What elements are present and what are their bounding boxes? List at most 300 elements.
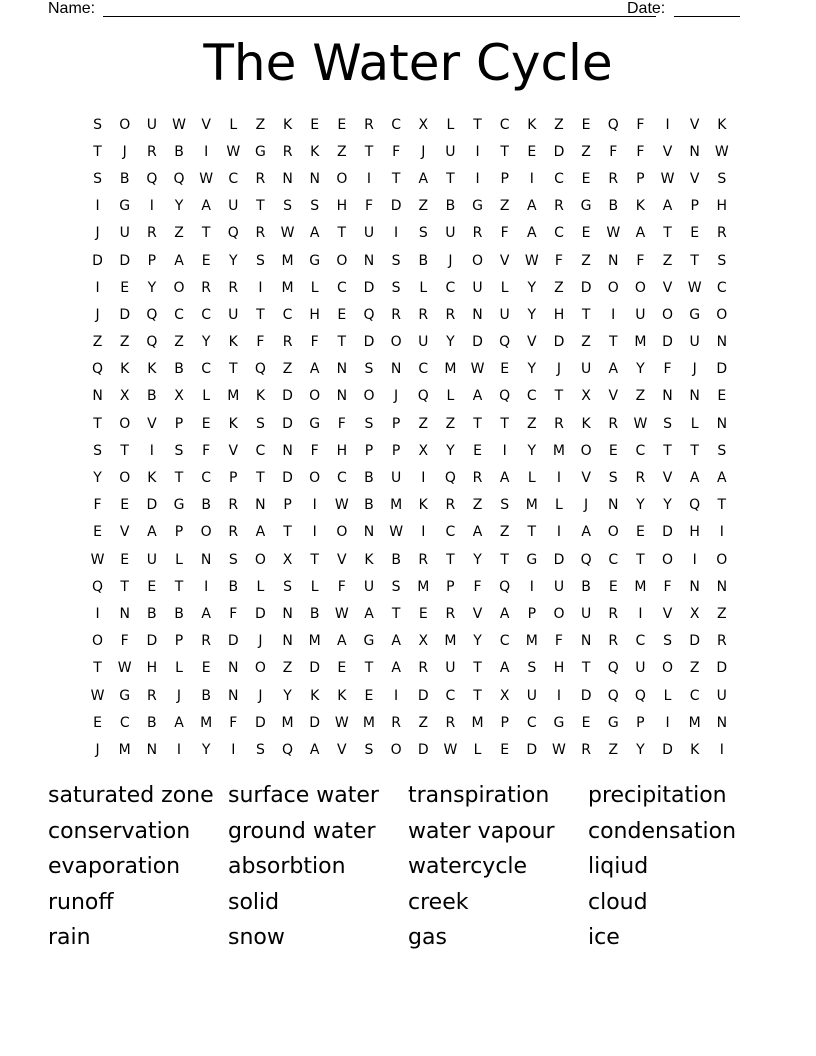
grid-letter[interactable]: I bbox=[556, 687, 562, 704]
grid-letter[interactable]: L bbox=[473, 741, 482, 758]
grid-letter[interactable]: A bbox=[527, 225, 537, 242]
grid-letter[interactable]: C bbox=[445, 524, 456, 541]
grid-letter[interactable]: T bbox=[174, 470, 184, 487]
grid-letter[interactable]: D bbox=[255, 714, 266, 731]
grid-letter[interactable]: K bbox=[120, 361, 130, 378]
grid-letter[interactable]: C bbox=[445, 687, 456, 704]
grid-letter[interactable]: M bbox=[308, 633, 321, 650]
grid-letter[interactable]: I bbox=[258, 279, 263, 296]
grid-letter[interactable]: Y bbox=[527, 442, 537, 459]
grid-letter[interactable]: B bbox=[147, 714, 157, 731]
grid-letter[interactable]: L bbox=[175, 551, 183, 568]
grid-letter[interactable]: E bbox=[120, 497, 130, 514]
grid-letter[interactable]: Y bbox=[93, 470, 102, 487]
grid-letter[interactable]: C bbox=[282, 306, 293, 323]
grid-letter[interactable]: A bbox=[499, 605, 510, 622]
grid-letter[interactable]: F bbox=[663, 361, 672, 378]
grid-letter[interactable]: H bbox=[553, 660, 565, 677]
grid-letter[interactable]: E bbox=[527, 143, 537, 160]
grid-letter[interactable]: C bbox=[689, 687, 700, 704]
grid-letter[interactable]: J bbox=[122, 143, 127, 160]
grid-letter[interactable]: D bbox=[146, 633, 158, 650]
grid-letter[interactable]: R bbox=[635, 470, 646, 487]
grid-letter[interactable]: V bbox=[499, 252, 510, 269]
date-field-line[interactable] bbox=[674, 16, 740, 17]
grid-letter[interactable]: I bbox=[475, 143, 480, 160]
grid-letter[interactable]: S bbox=[364, 741, 374, 758]
grid-letter[interactable]: D bbox=[662, 741, 673, 758]
grid-letter[interactable]: O bbox=[336, 252, 348, 269]
grid-letter[interactable]: Y bbox=[636, 497, 645, 514]
grid-letter[interactable]: E bbox=[581, 170, 591, 187]
grid-letter[interactable]: B bbox=[228, 578, 239, 595]
grid-letter[interactable]: U bbox=[580, 361, 592, 378]
grid-letter[interactable]: B bbox=[201, 497, 211, 514]
grid-letter[interactable]: L bbox=[256, 578, 265, 595]
grid-letter[interactable]: L bbox=[175, 660, 183, 677]
grid-letter[interactable]: R bbox=[716, 633, 727, 650]
grid-letter[interactable]: G bbox=[173, 497, 185, 514]
grid-letter[interactable]: K bbox=[581, 415, 591, 432]
grid-letter[interactable]: E bbox=[717, 388, 727, 405]
grid-letter[interactable]: I bbox=[394, 225, 399, 242]
grid-letter[interactable]: D bbox=[363, 279, 375, 296]
grid-letter[interactable]: U bbox=[363, 578, 375, 595]
grid-letter[interactable]: Q bbox=[607, 116, 619, 133]
grid-letter[interactable]: X bbox=[174, 388, 184, 405]
grid-letter[interactable]: R bbox=[581, 741, 591, 758]
grid-letter[interactable]: H bbox=[146, 660, 158, 677]
grid-letter[interactable]: S bbox=[608, 470, 618, 487]
grid-letter[interactable]: N bbox=[282, 442, 293, 459]
grid-letter[interactable]: Q bbox=[689, 497, 701, 514]
grid-letter[interactable]: A bbox=[662, 198, 673, 215]
grid-letter[interactable]: W bbox=[714, 143, 729, 160]
grid-letter[interactable]: K bbox=[282, 116, 293, 133]
grid-letter[interactable]: Z bbox=[635, 388, 646, 405]
grid-letter[interactable]: U bbox=[635, 660, 646, 677]
grid-letter[interactable]: R bbox=[418, 306, 429, 323]
grid-letter[interactable]: C bbox=[255, 442, 266, 459]
grid-letter[interactable]: L bbox=[663, 687, 672, 704]
grid-letter[interactable]: Q bbox=[580, 551, 592, 568]
grid-letter[interactable]: V bbox=[337, 551, 347, 568]
grid-letter[interactable]: D bbox=[417, 687, 429, 704]
grid-letter[interactable]: Q bbox=[92, 578, 104, 595]
grid-letter[interactable]: A bbox=[337, 633, 347, 650]
grid-letter[interactable]: J bbox=[258, 633, 263, 650]
grid-letter[interactable]: T bbox=[256, 470, 265, 487]
grid-letter[interactable]: D bbox=[553, 551, 565, 568]
grid-letter[interactable]: I bbox=[529, 578, 534, 595]
grid-letter[interactable]: J bbox=[584, 497, 589, 514]
grid-letter[interactable]: A bbox=[391, 660, 401, 677]
grid-letter[interactable]: D bbox=[580, 279, 592, 296]
name-field-line[interactable] bbox=[103, 16, 656, 17]
grid-letter[interactable]: N bbox=[255, 497, 266, 514]
grid-letter[interactable]: A bbox=[717, 470, 727, 487]
grid-letter[interactable]: T bbox=[256, 306, 265, 323]
grid-letter[interactable]: D bbox=[526, 741, 538, 758]
grid-letter[interactable]: Y bbox=[473, 633, 482, 650]
grid-letter[interactable]: V bbox=[119, 524, 130, 541]
grid-letter[interactable]: O bbox=[363, 388, 375, 405]
grid-letter[interactable]: R bbox=[364, 116, 374, 133]
grid-letter[interactable]: R bbox=[391, 714, 401, 731]
grid-letter[interactable]: W bbox=[334, 714, 349, 731]
grid-letter[interactable]: R bbox=[255, 225, 266, 242]
grid-letter[interactable]: U bbox=[580, 605, 592, 622]
grid-letter[interactable]: M bbox=[688, 714, 701, 731]
grid-letter[interactable]: F bbox=[337, 415, 346, 432]
grid-letter[interactable]: I bbox=[529, 170, 534, 187]
grid-letter[interactable]: T bbox=[473, 687, 482, 704]
grid-letter[interactable]: S bbox=[255, 252, 265, 269]
grid-letter[interactable]: R bbox=[472, 470, 483, 487]
grid-letter[interactable]: U bbox=[363, 225, 375, 242]
grid-letter[interactable]: F bbox=[256, 334, 265, 351]
grid-letter[interactable]: A bbox=[201, 605, 211, 622]
grid-letter[interactable]: E bbox=[581, 714, 591, 731]
grid-letter[interactable]: Z bbox=[527, 415, 537, 432]
grid-letter[interactable]: Y bbox=[663, 497, 672, 514]
grid-letter[interactable]: W bbox=[524, 252, 539, 269]
grid-letter[interactable]: E bbox=[120, 551, 130, 568]
grid-letter[interactable]: O bbox=[390, 334, 402, 351]
grid-letter[interactable]: C bbox=[174, 306, 184, 323]
grid-letter[interactable]: T bbox=[337, 334, 347, 351]
grid-letter[interactable]: Z bbox=[418, 198, 429, 215]
grid-letter[interactable]: K bbox=[255, 388, 265, 405]
grid-letter[interactable]: A bbox=[527, 198, 537, 215]
grid-letter[interactable]: S bbox=[228, 551, 238, 568]
grid-letter[interactable]: S bbox=[391, 252, 401, 269]
grid-letter[interactable]: C bbox=[336, 470, 347, 487]
grid-letter[interactable]: T bbox=[256, 198, 265, 215]
grid-letter[interactable]: D bbox=[282, 415, 293, 432]
grid-letter[interactable]: I bbox=[665, 714, 670, 731]
grid-letter[interactable]: T bbox=[310, 551, 319, 568]
grid-letter[interactable]: F bbox=[337, 578, 346, 595]
grid-letter[interactable]: S bbox=[663, 633, 672, 650]
grid-letter[interactable]: D bbox=[282, 388, 293, 405]
grid-letter[interactable]: T bbox=[500, 415, 509, 432]
grid-letter[interactable]: Q bbox=[173, 170, 185, 187]
grid-letter[interactable]: Y bbox=[201, 741, 211, 758]
grid-letter[interactable]: P bbox=[391, 442, 401, 459]
grid-letter[interactable]: E bbox=[337, 116, 347, 133]
grid-letter[interactable]: I bbox=[231, 741, 236, 758]
grid-letter[interactable]: G bbox=[309, 252, 321, 269]
grid-letter[interactable]: T bbox=[93, 415, 102, 432]
grid-letter[interactable]: Y bbox=[174, 198, 184, 215]
grid-letter[interactable]: J bbox=[692, 361, 697, 378]
grid-letter[interactable]: O bbox=[553, 605, 565, 622]
grid-letter[interactable]: Z bbox=[119, 334, 130, 351]
grid-letter[interactable]: W bbox=[633, 415, 648, 432]
grid-letter[interactable]: V bbox=[662, 279, 673, 296]
grid-letter[interactable]: C bbox=[201, 470, 212, 487]
grid-letter[interactable]: H bbox=[716, 198, 728, 215]
grid-letter[interactable]: V bbox=[337, 741, 347, 758]
grid-letter[interactable]: C bbox=[201, 361, 212, 378]
grid-letter[interactable]: O bbox=[607, 524, 619, 541]
grid-letter[interactable]: D bbox=[119, 252, 131, 269]
grid-letter[interactable]: S bbox=[527, 660, 537, 677]
grid-letter[interactable]: I bbox=[95, 279, 100, 296]
grid-letter[interactable]: R bbox=[391, 306, 401, 323]
grid-letter[interactable]: K bbox=[337, 687, 347, 704]
grid-letter[interactable]: K bbox=[228, 334, 238, 351]
grid-letter[interactable]: A bbox=[174, 252, 184, 269]
grid-letter[interactable]: O bbox=[662, 551, 674, 568]
grid-letter[interactable]: J bbox=[95, 306, 100, 323]
grid-letter[interactable]: B bbox=[418, 252, 429, 269]
grid-letter[interactable]: B bbox=[174, 143, 184, 160]
grid-letter[interactable]: I bbox=[665, 116, 670, 133]
grid-letter[interactable]: C bbox=[228, 170, 239, 187]
grid-letter[interactable]: C bbox=[716, 279, 727, 296]
grid-letter[interactable]: R bbox=[201, 633, 211, 650]
grid-letter[interactable]: L bbox=[419, 279, 428, 296]
grid-letter[interactable]: N bbox=[716, 415, 728, 432]
grid-letter[interactable]: B bbox=[445, 198, 456, 215]
grid-letter[interactable]: M bbox=[525, 497, 538, 514]
grid-letter[interactable]: N bbox=[390, 361, 402, 378]
grid-letter[interactable]: F bbox=[473, 578, 482, 595]
grid-letter[interactable]: E bbox=[418, 605, 428, 622]
grid-letter[interactable]: D bbox=[716, 660, 728, 677]
grid-letter[interactable]: E bbox=[581, 225, 591, 242]
grid-letter[interactable]: E bbox=[147, 578, 157, 595]
grid-letter[interactable]: Q bbox=[146, 306, 158, 323]
grid-letter[interactable]: T bbox=[581, 660, 591, 677]
grid-letter[interactable]: O bbox=[254, 660, 266, 677]
grid-letter[interactable]: T bbox=[663, 225, 672, 242]
grid-letter[interactable]: P bbox=[364, 442, 374, 459]
grid-letter[interactable]: Y bbox=[636, 741, 645, 758]
grid-letter[interactable]: N bbox=[282, 170, 293, 187]
grid-letter[interactable]: V bbox=[608, 388, 619, 405]
grid-letter[interactable]: A bbox=[309, 225, 320, 242]
grid-letter[interactable]: U bbox=[499, 306, 510, 323]
grid-letter[interactable]: Q bbox=[254, 361, 266, 378]
grid-letter[interactable]: O bbox=[336, 170, 348, 187]
grid-letter[interactable]: D bbox=[472, 334, 483, 351]
grid-letter[interactable]: F bbox=[636, 143, 645, 160]
grid-letter[interactable]: S bbox=[364, 415, 374, 432]
grid-letter[interactable]: O bbox=[634, 279, 646, 296]
grid-letter[interactable]: S bbox=[391, 279, 401, 296]
grid-letter[interactable]: I bbox=[176, 741, 182, 758]
grid-letter[interactable]: K bbox=[717, 116, 727, 133]
grid-letter[interactable]: O bbox=[119, 470, 131, 487]
grid-letter[interactable]: P bbox=[147, 252, 157, 269]
grid-letter[interactable]: F bbox=[310, 334, 319, 351]
grid-letter[interactable]: V bbox=[201, 116, 211, 133]
grid-letter[interactable]: V bbox=[527, 334, 537, 351]
grid-letter[interactable]: R bbox=[228, 524, 239, 541]
grid-letter[interactable]: Q bbox=[146, 334, 158, 351]
grid-letter[interactable]: N bbox=[146, 741, 158, 758]
grid-letter[interactable]: D bbox=[363, 334, 375, 351]
grid-letter[interactable]: B bbox=[147, 388, 157, 405]
grid-letter[interactable]: N bbox=[608, 252, 619, 269]
grid-letter[interactable]: C bbox=[119, 714, 130, 731]
grid-letter[interactable]: Z bbox=[445, 415, 456, 432]
grid-letter[interactable]: Q bbox=[444, 470, 456, 487]
grid-letter[interactable]: W bbox=[334, 497, 349, 514]
grid-letter[interactable]: D bbox=[227, 633, 239, 650]
grid-letter[interactable]: V bbox=[662, 143, 673, 160]
grid-letter[interactable]: D bbox=[390, 198, 402, 215]
grid-letter[interactable]: V bbox=[472, 605, 483, 622]
grid-letter[interactable]: Q bbox=[499, 578, 511, 595]
grid-letter[interactable]: R bbox=[228, 497, 239, 514]
grid-letter[interactable]: S bbox=[255, 741, 265, 758]
grid-letter[interactable]: L bbox=[310, 578, 319, 595]
grid-letter[interactable]: A bbox=[201, 198, 211, 215]
grid-letter[interactable]: H bbox=[689, 524, 700, 541]
grid-letter[interactable]: O bbox=[200, 524, 212, 541]
grid-letter[interactable]: E bbox=[608, 442, 618, 459]
grid-letter[interactable]: J bbox=[556, 361, 562, 378]
grid-letter[interactable]: Q bbox=[634, 687, 646, 704]
grid-letter[interactable]: Z bbox=[717, 605, 727, 622]
grid-letter[interactable]: N bbox=[309, 170, 320, 187]
grid-letter[interactable]: I bbox=[556, 524, 562, 541]
grid-letter[interactable]: E bbox=[364, 687, 374, 704]
grid-letter[interactable]: I bbox=[502, 442, 507, 459]
grid-letter[interactable]: E bbox=[201, 252, 211, 269]
grid-letter[interactable]: T bbox=[554, 388, 564, 405]
grid-letter[interactable]: L bbox=[202, 388, 211, 405]
grid-letter[interactable]: E bbox=[120, 279, 130, 296]
grid-letter[interactable]: E bbox=[201, 415, 211, 432]
grid-letter[interactable]: E bbox=[500, 361, 510, 378]
grid-letter[interactable]: I bbox=[719, 524, 724, 541]
grid-letter[interactable]: C bbox=[499, 633, 510, 650]
grid-letter[interactable]: I bbox=[149, 198, 154, 215]
grid-letter[interactable]: M bbox=[417, 578, 430, 595]
grid-letter[interactable]: K bbox=[418, 497, 428, 514]
grid-letter[interactable]: A bbox=[689, 470, 700, 487]
grid-letter[interactable]: N bbox=[363, 524, 375, 541]
grid-letter[interactable]: U bbox=[390, 470, 402, 487]
grid-letter[interactable]: Z bbox=[282, 361, 293, 378]
grid-letter[interactable]: N bbox=[608, 497, 619, 514]
grid-letter[interactable]: U bbox=[228, 198, 239, 215]
grid-letter[interactable]: A bbox=[635, 225, 646, 242]
grid-letter[interactable]: N bbox=[228, 687, 239, 704]
word-search-grid[interactable] bbox=[84, 111, 735, 764]
grid-letter[interactable]: X bbox=[418, 442, 429, 459]
grid-letter[interactable]: P bbox=[283, 497, 292, 514]
grid-letter[interactable]: P bbox=[229, 470, 238, 487]
grid-letter[interactable]: Z bbox=[337, 143, 347, 160]
grid-letter[interactable]: T bbox=[663, 442, 672, 459]
grid-letter[interactable]: U bbox=[553, 578, 565, 595]
grid-letter[interactable]: Z bbox=[689, 660, 700, 677]
grid-letter[interactable]: C bbox=[635, 442, 646, 459]
grid-letter[interactable]: D bbox=[553, 143, 565, 160]
grid-letter[interactable]: K bbox=[635, 198, 645, 215]
grid-letter[interactable]: D bbox=[282, 470, 293, 487]
grid-letter[interactable]: W bbox=[199, 170, 214, 187]
grid-letter[interactable]: T bbox=[636, 551, 645, 568]
grid-letter[interactable]: T bbox=[93, 660, 102, 677]
grid-letter[interactable]: T bbox=[120, 442, 129, 459]
grid-letter[interactable]: I bbox=[366, 170, 372, 187]
grid-letter[interactable]: T bbox=[608, 334, 618, 351]
grid-letter[interactable]: O bbox=[607, 279, 619, 296]
grid-letter[interactable]: B bbox=[174, 605, 184, 622]
grid-letter[interactable]: W bbox=[687, 279, 702, 296]
grid-letter[interactable]: O bbox=[336, 524, 348, 541]
grid-letter[interactable]: C bbox=[526, 388, 537, 405]
grid-letter[interactable]: D bbox=[309, 714, 321, 731]
grid-letter[interactable]: N bbox=[363, 252, 375, 269]
grid-letter[interactable]: B bbox=[309, 605, 320, 622]
grid-letter[interactable]: K bbox=[527, 116, 537, 133]
grid-letter[interactable]: G bbox=[580, 198, 592, 215]
grid-letter[interactable]: S bbox=[418, 225, 428, 242]
grid-letter[interactable]: N bbox=[119, 605, 130, 622]
grid-letter[interactable]: B bbox=[608, 198, 619, 215]
grid-letter[interactable]: L bbox=[310, 279, 319, 296]
grid-letter[interactable]: T bbox=[500, 143, 509, 160]
grid-letter[interactable]: M bbox=[444, 361, 457, 378]
grid-letter[interactable]: T bbox=[690, 252, 699, 269]
grid-letter[interactable]: M bbox=[390, 497, 403, 514]
grid-letter[interactable]: T bbox=[93, 143, 102, 160]
grid-letter[interactable]: I bbox=[149, 442, 154, 459]
grid-letter[interactable]: R bbox=[445, 497, 456, 514]
grid-letter[interactable]: Z bbox=[174, 225, 184, 242]
grid-letter[interactable]: S bbox=[93, 170, 103, 187]
grid-letter[interactable]: A bbox=[255, 524, 266, 541]
grid-letter[interactable]: I bbox=[421, 524, 426, 541]
grid-letter[interactable]: L bbox=[690, 415, 699, 432]
grid-letter[interactable]: S bbox=[174, 442, 184, 459]
grid-letter[interactable]: V bbox=[689, 116, 700, 133]
grid-letter[interactable]: P bbox=[500, 714, 509, 731]
grid-letter[interactable]: I bbox=[204, 143, 209, 160]
grid-letter[interactable]: M bbox=[525, 633, 538, 650]
grid-letter[interactable]: F bbox=[93, 497, 102, 514]
grid-letter[interactable]: J bbox=[176, 687, 182, 704]
grid-letter[interactable]: F bbox=[554, 633, 563, 650]
grid-letter[interactable]: G bbox=[119, 687, 131, 704]
grid-letter[interactable]: F bbox=[636, 116, 645, 133]
grid-letter[interactable]: F bbox=[229, 714, 238, 731]
grid-letter[interactable]: O bbox=[580, 442, 592, 459]
grid-letter[interactable]: R bbox=[716, 225, 727, 242]
grid-letter[interactable]: X bbox=[499, 687, 510, 704]
grid-letter[interactable]: E bbox=[473, 442, 482, 459]
grid-letter[interactable]: X bbox=[282, 551, 293, 568]
grid-letter[interactable]: I bbox=[95, 605, 100, 622]
grid-letter[interactable]: R bbox=[608, 605, 619, 622]
grid-letter[interactable]: U bbox=[445, 660, 456, 677]
grid-letter[interactable]: O bbox=[309, 470, 321, 487]
grid-letter[interactable]: S bbox=[717, 170, 727, 187]
grid-letter[interactable]: R bbox=[201, 279, 211, 296]
grid-letter[interactable]: G bbox=[689, 306, 701, 323]
grid-letter[interactable]: R bbox=[608, 633, 619, 650]
grid-letter[interactable]: L bbox=[527, 470, 536, 487]
grid-letter[interactable]: Z bbox=[581, 143, 591, 160]
